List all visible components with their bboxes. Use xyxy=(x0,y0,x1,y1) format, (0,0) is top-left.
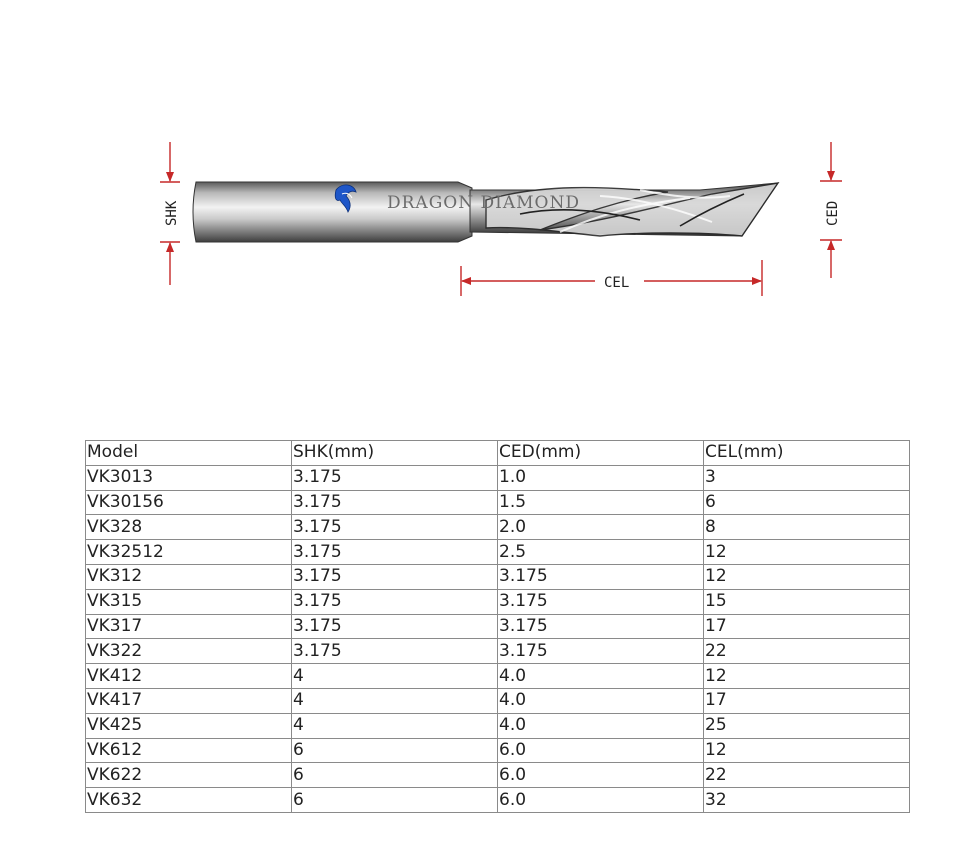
cell-ced: 4.0 xyxy=(498,713,704,738)
cell-model: VK3013 xyxy=(86,465,292,490)
table-row xyxy=(86,763,910,788)
cell-shk: 3.175 xyxy=(292,540,498,565)
cell-ced: 1.0 xyxy=(498,465,704,490)
cell-cel: 12 xyxy=(704,664,910,689)
cell-cel: 25 xyxy=(704,713,910,738)
cell-model: VK315 xyxy=(86,589,292,614)
cell-cel: 3 xyxy=(704,465,910,490)
table-header-row xyxy=(86,441,910,466)
table-row xyxy=(86,788,910,813)
watermark-text: DRAGON DIAMOND xyxy=(387,193,580,213)
table-row xyxy=(86,614,910,639)
cell-model: VK622 xyxy=(86,763,292,788)
cell-cel: 17 xyxy=(704,688,910,713)
cell-shk: 4 xyxy=(292,664,498,689)
column-header-shk: SHK(mm) xyxy=(292,441,498,466)
cell-shk: 3.175 xyxy=(292,465,498,490)
cell-cel: 6 xyxy=(704,490,910,515)
cell-model: VK612 xyxy=(86,738,292,763)
cell-ced: 3.175 xyxy=(498,639,704,664)
end-mill-diagram xyxy=(0,0,960,330)
cell-model: VK412 xyxy=(86,664,292,689)
cell-shk: 6 xyxy=(292,738,498,763)
cell-ced: 4.0 xyxy=(498,664,704,689)
cell-shk: 6 xyxy=(292,763,498,788)
cell-model: VK425 xyxy=(86,713,292,738)
table-row xyxy=(86,564,910,589)
cell-cel: 22 xyxy=(704,639,910,664)
cell-cel: 12 xyxy=(704,738,910,763)
cell-shk: 3.175 xyxy=(292,614,498,639)
cell-ced: 3.175 xyxy=(498,614,704,639)
cell-ced: 2.0 xyxy=(498,515,704,540)
cell-ced: 2.5 xyxy=(498,540,704,565)
cell-ced: 3.175 xyxy=(498,589,704,614)
cell-cel: 8 xyxy=(704,515,910,540)
cell-ced: 6.0 xyxy=(498,763,704,788)
table-row xyxy=(86,540,910,565)
cell-ced: 4.0 xyxy=(498,688,704,713)
cell-model: VK322 xyxy=(86,639,292,664)
cell-model: VK328 xyxy=(86,515,292,540)
cell-model: VK417 xyxy=(86,688,292,713)
cell-shk: 3.175 xyxy=(292,490,498,515)
cell-cel: 32 xyxy=(704,788,910,813)
ced-label: CED xyxy=(825,200,841,226)
cell-cel: 12 xyxy=(704,540,910,565)
table-row xyxy=(86,515,910,540)
table-row xyxy=(86,465,910,490)
cell-ced: 6.0 xyxy=(498,738,704,763)
cell-model: VK30156 xyxy=(86,490,292,515)
table-row xyxy=(86,713,910,738)
cell-shk: 3.175 xyxy=(292,589,498,614)
table-row xyxy=(86,688,910,713)
cell-shk: 3.175 xyxy=(292,639,498,664)
cell-cel: 15 xyxy=(704,589,910,614)
table-row xyxy=(86,664,910,689)
column-header-model: Model xyxy=(86,441,292,466)
cell-shk: 3.175 xyxy=(292,515,498,540)
cell-ced: 6.0 xyxy=(498,788,704,813)
table-row xyxy=(86,589,910,614)
ced-dimension xyxy=(820,142,842,278)
cell-shk: 3.175 xyxy=(292,564,498,589)
cell-ced: 3.175 xyxy=(498,564,704,589)
cell-shk: 4 xyxy=(292,713,498,738)
spec-table xyxy=(85,440,910,813)
table-row xyxy=(86,639,910,664)
cell-model: VK632 xyxy=(86,788,292,813)
cell-cel: 17 xyxy=(704,614,910,639)
cell-ced: 1.5 xyxy=(498,490,704,515)
cel-label: CEL xyxy=(604,275,630,291)
cell-model: VK312 xyxy=(86,564,292,589)
table-row xyxy=(86,738,910,763)
table-row xyxy=(86,490,910,515)
column-header-cel: CEL(mm) xyxy=(704,441,910,466)
shk-label: SHK xyxy=(164,200,180,226)
table-body xyxy=(86,465,910,812)
cell-model: VK32512 xyxy=(86,540,292,565)
cell-shk: 4 xyxy=(292,688,498,713)
cell-shk: 6 xyxy=(292,788,498,813)
column-header-ced: CED(mm) xyxy=(498,441,704,466)
cell-model: VK317 xyxy=(86,614,292,639)
shk-dimension xyxy=(160,142,180,285)
cel-dimension xyxy=(461,260,762,296)
cell-cel: 12 xyxy=(704,564,910,589)
cell-cel: 22 xyxy=(704,763,910,788)
